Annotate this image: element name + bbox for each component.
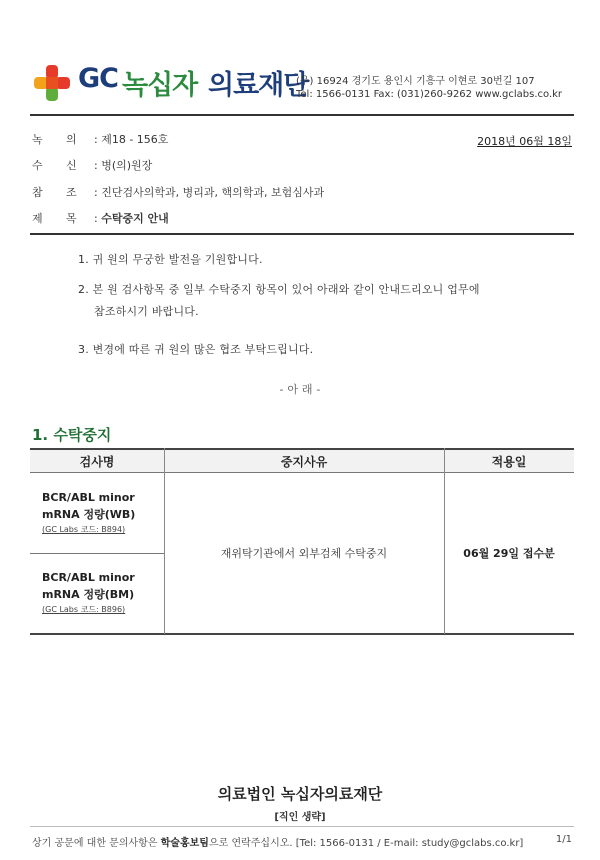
reference-label: 참 [32, 186, 44, 199]
recipient-row [32, 157, 152, 173]
recipient-label2: 신 [66, 159, 77, 172]
reference-value: : 진단검사의학과, 병리과, 핵의학과, 보험심사과 [94, 186, 325, 199]
effective-date: 06월 29일 접수분 [463, 547, 555, 560]
footnote-team: 학술홍보팀 [160, 838, 209, 849]
below-marker: - 아 래 - [279, 383, 321, 396]
test-name-line2: mRNA 정량(WB) [42, 508, 136, 521]
doc-number-row [32, 131, 168, 147]
subject-value: 수탁중지 안내 [101, 212, 169, 225]
reference-row [32, 184, 324, 200]
footnote-suffix: 으로 연락주십시오. [Tel: 1566-0131 / E-mail: study@gclabs.co.kr] [208, 838, 524, 849]
test-name-line1: BCR/ABL minor [42, 571, 135, 584]
subject-label2: 목 [66, 212, 77, 225]
doc-number-value: : 제18 - 156호 [94, 133, 169, 146]
address-line: (우) 16924 경기도 용인시 기흥구 이현로 30번길 107 [296, 76, 535, 87]
table-row-divider [30, 553, 164, 554]
suspension-table [30, 448, 574, 634]
table-header-divider [30, 472, 574, 473]
logo-gc-text: GC [78, 63, 118, 94]
test-code: (GC Labs 코드: B894) [42, 525, 126, 534]
reference-label2: 조 [66, 186, 77, 199]
subject-prefix: : [94, 212, 102, 225]
suspension-reason: 재위탁기관에서 외부검체 수탁중지 [220, 547, 388, 560]
contact-footnote [32, 834, 523, 849]
doc-number-label2: 의 [66, 133, 77, 146]
table-row [42, 569, 135, 617]
table-col-divider-2 [444, 448, 445, 634]
table-row [42, 489, 135, 537]
logo-green-text: 녹십자 [122, 70, 198, 101]
footer-divider [30, 826, 574, 827]
page-number: 1/1 [555, 834, 572, 845]
seal-omitted-note: [직인 생략] [274, 812, 326, 823]
recipient-label: 수 [32, 159, 44, 172]
col-header-date: 적용일 [491, 455, 527, 469]
test-name-line1: BCR/ABL minor [42, 491, 135, 504]
recipient-value: : 병(의)원장 [94, 159, 153, 172]
table-col-divider-1 [164, 448, 165, 634]
subject-row [32, 210, 169, 226]
contact-line: Tel: 1566-0131 Fax: (031)260-9262 www.gclabs.co.kr [296, 89, 563, 100]
paragraph-2b: 참조하시기 바랍니다. [94, 305, 199, 318]
test-name-line2: mRNA 정량(BM) [42, 588, 135, 601]
doc-number-label: 녹 [32, 133, 44, 146]
col-header-test: 검사명 [79, 455, 115, 469]
organization-name: 의료법인 녹십자의료재단 [217, 785, 383, 803]
subject-label: 제 [32, 212, 44, 225]
document-date: 2018년 06월 18일 [477, 135, 572, 148]
logo-navy-text: 의료재단 [208, 70, 309, 101]
table-bottom-border [30, 633, 574, 635]
gc-cross-logo-icon [32, 63, 72, 103]
col-header-reason: 중지사유 [280, 455, 328, 469]
header-divider [30, 114, 574, 116]
paragraph-1: 1. 귀 원의 무궁한 발전을 기원합니다. [78, 253, 263, 266]
paragraph-3: 3. 변경에 따른 귀 원의 많은 협조 부탁드립니다. [78, 343, 314, 356]
table-top-border [30, 448, 574, 450]
paragraph-2a: 2. 본 원 검사항목 중 일부 수탁중지 항목이 있어 아래와 같이 안내드리오니 업무에 [78, 283, 480, 296]
test-code: (GC Labs 코드: B896) [42, 605, 126, 614]
section-title: 1. 수탁중지 [32, 426, 112, 444]
meta-divider [30, 233, 574, 235]
footnote-prefix: 상기 공문에 대한 문의사항은 [32, 838, 161, 849]
